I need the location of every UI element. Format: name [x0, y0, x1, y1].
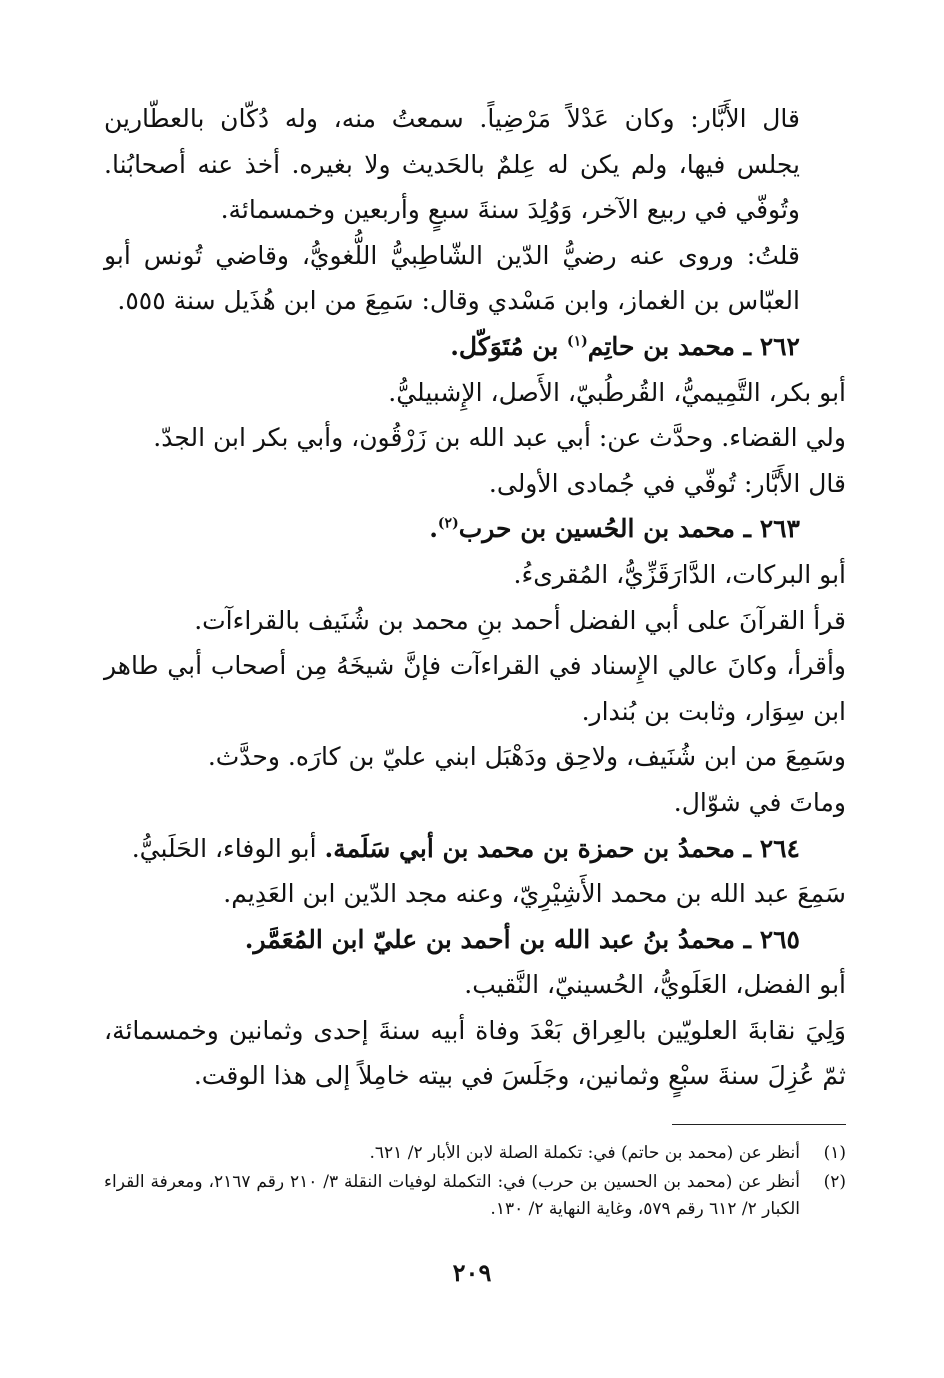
paragraph: وَلِيَ نقابةَ العلويّين بالعِراق بَعْدَ وفاة أبيه سنةَ إحدى وثمانين وخمسمائة، ثمّ عُزِلَ سنةَ سبْعٍ وثمانين، وجَلَسَ في بيته خامِلاً إلى هذا الوقت. [104, 1015, 846, 1091]
entry-heading-265: ٢٦٥ ـ محمدُ بنُ عبد الله بن أحمد بن عليّ ابن المُعَمَّر. [244, 924, 800, 954]
heading-text: ٢٦٤ ـ محمدُ بن حمزة بن محمد بن أبي سَلَمة. [324, 833, 800, 863]
paragraph: قال الأَبَّار: تُوفّي في جُمادى الأولى. [488, 468, 846, 498]
page-number: ٢٠٩ [452, 1258, 492, 1287]
paragraph: سَمِعَ عبد الله بن محمد الأَشِيْرِيّ، وعنه مجد الدّين ابن العَدِيم. [223, 879, 846, 909]
paragraph: وأقرأ، وكانَ عالي الإِسناد في القراءآت فإنَّ شيخَهُ مِن أصحاب أبي طاهر ابن سِوَار، وثابت بن بُندار. [104, 651, 846, 726]
footnote-2 [104, 1169, 846, 1223]
footnote-1 [104, 1140, 846, 1167]
footnote-ref-2: (٢) [437, 516, 459, 533]
paragraph: أبو بكر، التَّمِيميُّ، القُرطُبيّ، الأَصل، الإِشبيليُّ. [388, 377, 846, 407]
heading-text: . [429, 514, 438, 544]
paragraph: وماتَ في شوّال. [673, 787, 846, 817]
paragraph: أبو الفضل، العَلَويُّ، الحُسينيّ، النَّقيب. [464, 970, 846, 1000]
footnotes [104, 1140, 846, 1225]
paragraph: أبو البركات، الدَّارَقَزِّيُّ، المُقرىءُ. [513, 559, 846, 589]
heading-text: ٢٦٢ ـ محمد بن حاتِم [587, 331, 800, 361]
entry-heading-263 [104, 506, 846, 552]
footnote-number: (٢) [823, 1172, 846, 1192]
paragraph: قال الأَبَّار: وكان عَدْلاً مَرْضِياً. سمعتُ منه، وله دُكّان بالعطّارين يجلس فيها، ولم يكن له عِلمٌ بالحَديث ولا بغيره. أخذ عنه أصحابُنا. وتُوفّي في ربيع الآخر، وَوُلِدَ سنةَ سبعٍ وأربعين وخمسمائة. [104, 104, 800, 225]
heading-text: بن مُتَوَكّل. [450, 331, 568, 361]
footnote-ref-1: (١) [567, 333, 588, 350]
footnote-separator [672, 1124, 846, 1125]
heading-text: ٢٦٣ ـ محمد بن الحُسين بن حرب [458, 514, 800, 544]
footnote-text: أنظر عن (محمد بن الحسين بن حرب) في: التكملة لوفيات النقلة ٣/ ٢١٠ رقم ٢١٦٧، ومعرفة القراء الكبار ٢/ ٦١٢ رقم ٥٧٩، وغاية النهاية ٢/ ١٣٠. [104, 1172, 801, 1219]
footnote-text: أنظر عن (محمد بن حاتم) في: تكملة الصلة لابن الأبار ٢/ ٦٢١. [369, 1143, 800, 1163]
paragraph: ولي القضاء. وحدَّث عن: أبي عبد الله بن زَرْقُون، وأبي بكر ابن الجدّ. [153, 423, 846, 453]
entry-heading-262 [104, 324, 846, 370]
main-text [104, 96, 846, 1099]
entry-heading-264 [104, 826, 846, 872]
paragraph: قرأ القرآنَ على أبي الفضل أحمد بنِ محمد بن شُنَيف بالقراءآت. [194, 605, 846, 635]
heading-rest: أبو الوفاء، الحَلَبيُّ. [131, 833, 325, 863]
paragraph: وسَمِعَ من ابن شُنَيف، ولاحِق ودَهْبَل ابني عليّ بن كارَه. وحدَّث. [207, 742, 846, 772]
paragraph: قلتُ: وروى عنه رضيُّ الدّين الشّاطِبيُّ اللُّغويُّ، وقاضي تُونس أبو العبّاس بن الغماز، وابن مَسْدي وقال: سَمِعَ من ابن هُذَيل سنة ٥٥٥. [104, 240, 800, 316]
footnote-number: (١) [823, 1143, 846, 1163]
